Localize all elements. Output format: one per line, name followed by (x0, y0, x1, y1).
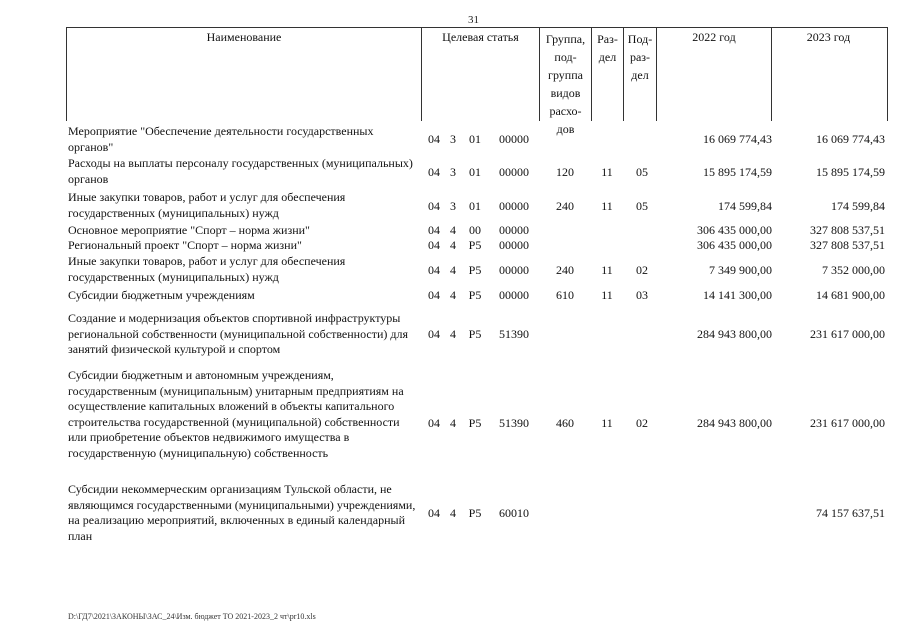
row-s1: 04 (428, 327, 440, 341)
row-s3: 01 (469, 132, 481, 146)
page-number: 31 (468, 14, 479, 26)
table-header (66, 27, 888, 136)
header-name-text: Наименование (206, 30, 282, 44)
row-name: Иные закупки товаров, работ и услуг для обеспечения государственных (муниципальных) нужд (68, 254, 346, 284)
row-s4: 00000 (499, 199, 529, 213)
row-s4: 51390 (499, 327, 529, 341)
table-row (0, 238, 905, 254)
header-podrazdel (624, 28, 657, 121)
row-podrazdel: 02 (636, 263, 648, 277)
row-podrazdel: 02 (636, 416, 648, 430)
row-group: 460 (556, 416, 574, 430)
table-row (0, 368, 905, 480)
row-2022: 15 895 174,59 (703, 165, 772, 179)
row-s3: 00 (469, 223, 481, 237)
header-2022 (657, 28, 772, 121)
row-s2: 3 (450, 199, 456, 213)
row-2023: 231 617 000,00 (810, 327, 885, 341)
row-razdel: 11 (601, 165, 613, 179)
row-s2: 4 (450, 263, 456, 277)
table-row (0, 254, 905, 286)
row-s2: 4 (450, 506, 456, 520)
table-row (0, 124, 905, 156)
header-podrazdel-line: раз- (629, 50, 651, 64)
row-s1: 04 (428, 263, 440, 277)
header-group-line: группа (548, 68, 583, 82)
row-name: Создание и модернизация объектов спортивной инфраструктуры региональной собственности (муниципальной собственности) для занятий физической культурой и спортом (68, 311, 408, 356)
row-s2: 4 (450, 288, 456, 302)
table-row (0, 190, 905, 222)
row-2023: 15 895 174,59 (816, 165, 885, 179)
header-target-text: Целевая статья (442, 30, 519, 44)
row-podrazdel: 05 (636, 199, 648, 213)
header-group (540, 28, 592, 136)
row-2022: 7 349 900,00 (709, 263, 772, 277)
row-s4: 00000 (499, 288, 529, 302)
row-s3: P5 (468, 263, 482, 277)
header-name (67, 28, 422, 121)
row-name: Субсидии бюджетным учреждениям (68, 288, 255, 302)
row-s1: 04 (428, 199, 440, 213)
footer-file-path: D:\ГД7\2021\ЗАКОНЫ\ЗАС_24\Изм. бюджет ТО 2021-2023_2 чт\pr10.xls (68, 612, 316, 621)
row-2023: 14 681 900,00 (816, 288, 885, 302)
header-group-line: видов (550, 86, 581, 100)
table-row (0, 288, 905, 304)
row-s2: 4 (450, 327, 456, 341)
row-s1: 04 (428, 132, 440, 146)
row-group: 610 (556, 288, 574, 302)
row-name: Расходы на выплаты персоналу государственных (муниципальных) органов (68, 156, 413, 186)
row-2023: 231 617 000,00 (810, 416, 885, 430)
row-s3: 01 (469, 199, 481, 213)
row-s3: P5 (468, 238, 482, 252)
row-name: Иные закупки товаров, работ и услуг для обеспечения государственных (муниципальных) нужд (68, 190, 346, 220)
row-2022: 306 435 000,00 (697, 223, 772, 237)
row-s3: P5 (468, 416, 482, 430)
header-razdel-line: дел (598, 50, 617, 64)
row-razdel: 11 (601, 288, 613, 302)
row-2022: 16 069 774,43 (703, 132, 772, 146)
row-2022: 174 599,84 (718, 199, 772, 213)
header-target (422, 28, 540, 121)
row-s2: 4 (450, 223, 456, 237)
row-s1: 04 (428, 288, 440, 302)
row-s3: P5 (468, 327, 482, 341)
header-group-line: расхо- (549, 104, 582, 118)
row-s4: 51390 (499, 416, 529, 430)
row-s3: P5 (468, 506, 482, 520)
header-group-line: дов (556, 122, 575, 136)
header-group-line: под- (554, 50, 577, 64)
row-name: Региональный проект "Спорт – норма жизни" (68, 238, 302, 252)
row-2023: 74 157 637,51 (816, 506, 885, 520)
header-podrazdel-line: Под- (627, 32, 653, 46)
row-name: Основное мероприятие "Спорт – норма жизни" (68, 223, 310, 237)
table-row (0, 223, 905, 239)
row-name: Субсидии бюджетным и автономным учреждениям, государственным (муниципальным) унитарным предприятиям на осуществление капитальных вложений в объекты капитального строительства государственной (муниципальной) собственности или приобретение объектов недвижимого имущества в государственную (муниципальную) собственность (68, 368, 404, 460)
row-2023: 7 352 000,00 (822, 263, 885, 277)
row-s1: 04 (428, 506, 440, 520)
row-name: Мероприятие "Обеспечение деятельности государственных органов" (68, 124, 374, 154)
row-2023: 174 599,84 (831, 199, 885, 213)
row-2022: 14 141 300,00 (703, 288, 772, 302)
row-razdel: 11 (601, 263, 613, 277)
table-row (0, 311, 905, 359)
row-s4: 00000 (499, 238, 529, 252)
header-podrazdel-line: дел (631, 68, 649, 82)
row-s3: 01 (469, 165, 481, 179)
row-2023: 16 069 774,43 (816, 132, 885, 146)
row-s2: 3 (450, 132, 456, 146)
row-razdel: 11 (601, 199, 613, 213)
row-name: Субсидии некоммерческим организациям Тульской области, не являющимся государственными (муниципальными) учреждениями, на реализацию мероприятий, включенных в единый календарный план (68, 482, 416, 543)
header-group-line: Группа, (545, 32, 586, 46)
row-group: 120 (556, 165, 574, 179)
header-razdel (592, 28, 624, 121)
row-s1: 04 (428, 223, 440, 237)
header-2022-text: 2022 год (692, 30, 736, 44)
row-s4: 60010 (499, 506, 529, 520)
row-2022: 284 943 800,00 (697, 327, 772, 341)
row-s4: 00000 (499, 223, 529, 237)
row-s4: 00000 (499, 132, 529, 146)
row-s2: 3 (450, 165, 456, 179)
row-s2: 4 (450, 238, 456, 252)
row-s3: P5 (468, 288, 482, 302)
row-2023: 327 808 537,51 (810, 223, 885, 237)
row-s4: 00000 (499, 263, 529, 277)
row-podrazdel: 05 (636, 165, 648, 179)
row-s1: 04 (428, 165, 440, 179)
row-s1: 04 (428, 416, 440, 430)
header-2023-text: 2023 год (806, 30, 851, 44)
row-podrazdel: 03 (636, 288, 648, 302)
table-row (0, 156, 905, 188)
row-group: 240 (556, 199, 574, 213)
row-s2: 4 (450, 416, 456, 430)
row-group: 240 (556, 263, 574, 277)
row-s1: 04 (428, 238, 440, 252)
row-razdel: 11 (601, 416, 613, 430)
header-2023 (772, 28, 885, 121)
table-row (0, 482, 905, 546)
row-s4: 00000 (499, 165, 529, 179)
row-2023: 327 808 537,51 (810, 238, 885, 252)
row-2022: 284 943 800,00 (697, 416, 772, 430)
header-razdel-line: Раз- (597, 32, 618, 46)
row-2022: 306 435 000,00 (697, 238, 772, 252)
